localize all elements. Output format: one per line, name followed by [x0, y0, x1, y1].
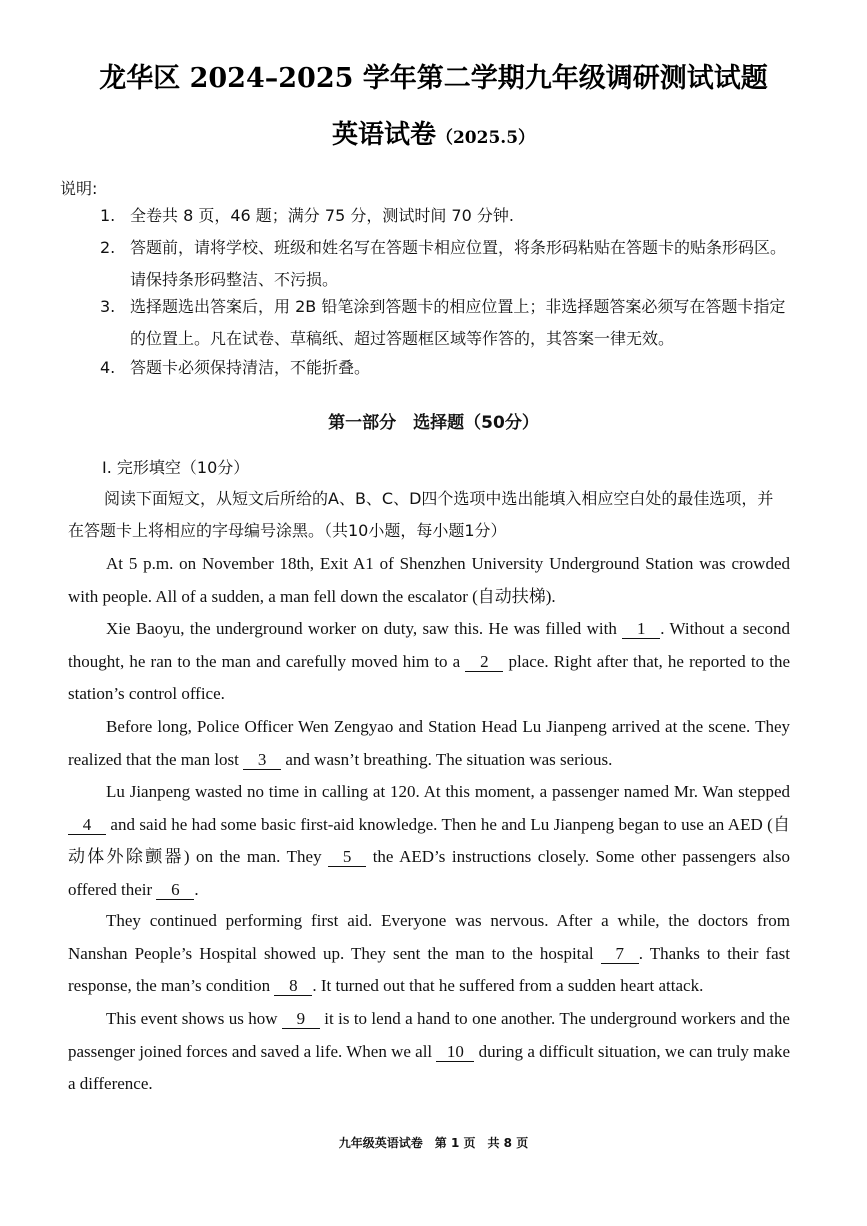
- blank-9: 9: [282, 1010, 320, 1029]
- blank-2: 2: [465, 653, 503, 672]
- blank-8: 8: [274, 977, 312, 996]
- passage-text: Before long, Police Officer Wen Zengyao and Station Head Lu Jianpeng arrived at the scene. They realized that the man lost: [68, 717, 790, 769]
- passage-text: the AED’s instructions closely. Some other passengers also offered their: [68, 847, 790, 899]
- passage-paragraph-2: [68, 613, 790, 711]
- subject-name: 英语试卷: [331, 120, 436, 150]
- section-directions: 阅读下面短文，从短文后所给的A、B、C、D四个选项中选出能填入相应空白处的最佳选项，并在答题卡上将相应的字母编号涂黑。（共10小题，每小题1分）: [68, 489, 774, 540]
- instruction-text: 选择题选出答案后，用 2B 铅笔涂到答题卡的相应位置上；非选择题答案必须写在答题卡指定的位置上。凡在试卷、草稿纸、超过答题框区域等作答的，其答案一律无效。: [130, 297, 786, 348]
- blank-6: 6: [156, 881, 194, 900]
- instruction-item: [100, 291, 800, 355]
- passage-text: . Without a second thought, he ran to the man and carefully moved him to a: [68, 619, 790, 671]
- page-footer: 九年级英语试卷 第 1 页 共 8 页: [338, 1136, 529, 1150]
- passage-text: They continued performing first aid. Everyone was nervous. After a while, the doctors from Nanshan People’s Hospital showed up. They sent the man to the hospital: [68, 911, 790, 963]
- passage-paragraph-4: [68, 776, 790, 906]
- blank-1: 1: [622, 620, 660, 639]
- passage-text: .: [194, 879, 199, 899]
- section-title: I. 完形填空（10分）: [102, 458, 250, 477]
- part-heading: 第一部分 选择题（50分）: [328, 413, 539, 433]
- passage-text: Lu Jianpeng wasted no time in calling at 120. At this moment, a passenger named Mr. Wan stepped: [106, 782, 790, 801]
- passage-text: . Thanks to their fast response, the man’s condition: [68, 943, 790, 995]
- passage-text: place. Right after that, he reported to the station’s control office.: [68, 651, 790, 703]
- instruction-item: [100, 232, 800, 296]
- exam-title: 龙华区 2024–2025 学年第二学期九年级调研测试试题: [99, 63, 768, 94]
- instruction-number: 2.: [100, 238, 116, 257]
- exam-subtitle: [0, 114, 867, 151]
- instruction-text: 答题前，请将学校、班级和姓名写在答题卡相应位置，将条形码粘贴在答题卡的贴条形码区。请保持条形码整洁、不污损。: [130, 238, 787, 289]
- blank-7: 7: [601, 945, 639, 964]
- instruction-number: 1.: [100, 206, 116, 225]
- instruction-item: [100, 352, 800, 384]
- instruction-text: 答题卡必须保持清洁，不能折叠。: [130, 358, 371, 377]
- passage-text: and said he had some basic first-aid knowledge. Then he and Lu Jianpeng began to use an AED (自动体外除颤器) on the man. They: [68, 814, 790, 866]
- passage-paragraph-6: [68, 1003, 790, 1101]
- blank-3: 3: [243, 751, 281, 770]
- instructions-label: 说明:: [60, 179, 98, 198]
- passage-text: during a difficult situation, we can truly make a difference.: [68, 1041, 790, 1093]
- instruction-number: 3.: [100, 297, 116, 316]
- instruction-text: 全卷共 8 页，46 题；满分 75 分，测试时间 70 分钟.: [130, 206, 514, 225]
- passage-text: . It turned out that he suffered from a sudden heart attack.: [312, 976, 704, 995]
- exam-date: （2025.5）: [435, 128, 536, 148]
- blank-10: 10: [436, 1043, 474, 1062]
- passage-text: Xie Baoyu, the underground worker on duty, saw this. He was filled with: [106, 619, 623, 638]
- blank-5: 5: [328, 848, 366, 867]
- passage-paragraph-5: [68, 905, 790, 1003]
- blank-4: 4: [68, 816, 106, 835]
- instruction-number: 4.: [100, 358, 116, 377]
- passage-text: and wasn’t breathing. The situation was serious.: [281, 749, 613, 769]
- passage-text: This event shows us how: [106, 1009, 282, 1028]
- passage-paragraph-3: [68, 711, 790, 776]
- passage-text: it is to lend a hand to one another. The underground workers and the passenger joined forces and saved a life. When we all: [68, 1009, 790, 1061]
- instruction-item: [100, 200, 800, 232]
- passage-paragraph-1: At 5 p.m. on November 18th, Exit A1 of Shenzhen University Underground Station was crowded with people. All of a sudden, a man fell down the escalator (自动扶梯).: [68, 554, 790, 606]
